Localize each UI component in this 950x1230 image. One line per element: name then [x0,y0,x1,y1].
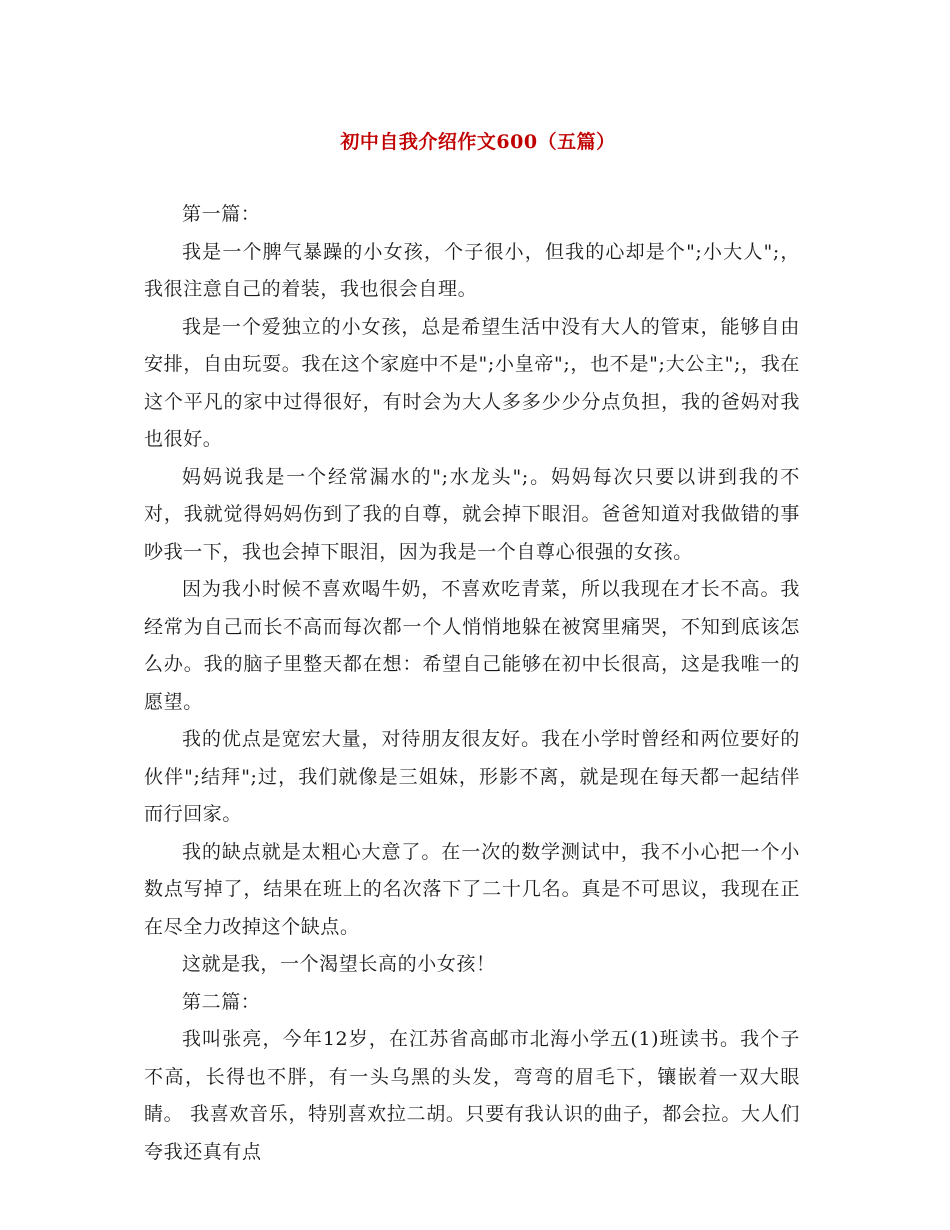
section-heading: 第二篇： [182,990,261,1013]
paragraph: 因为我小时候不喜欢喝牛奶，不喜欢吃青菜，所以我现在才长不高。我经常为自己而长不高而每次都一个人悄悄地躲在被窝里痛哭，不知到底该怎么办。我的脑子里整天都在想：希望自己能够在初中长很高，这是我唯一的愿望。 [144,578,800,713]
paragraph: 我的优点是宽宏大量，对待朋友很友好。我在小学时曾经和两位要好的伙伴";结拜";过，我们就像是三姐妹，形影不离，就是现在每天都一起结伴而行回家。 [144,728,800,825]
paragraph: 我是一个爱独立的小女孩，总是希望生活中没有大人的管束，能够自由安排，自由玩耍。我在这个家庭中不是";小皇帝";，也不是";大公主";，我在这个平凡的家中过得很好，有时会为大人多多少少分点负担，我的爸妈对我也很好。 [144,315,800,450]
paragraph: 我的缺点就是太粗心大意了。在一次的数学测试中，我不小心把一个小数点写掉了，结果在班上的名次落下了二十几名。真是不可思议，我现在正在尽全力改掉这个缺点。 [144,840,800,938]
paragraph: 妈妈说我是一个经常漏水的";水龙头";。妈妈每次只要以讲到我的不对，我就觉得妈妈伤到了我的自尊，就会掉下眼泪。爸爸知道对我做错的事吵我一下，我也会掉下眼泪，因为我是一个自尊心很强的女孩。 [144,465,800,563]
paragraph: 我是一个脾气暴躁的小女孩，个子很小，但我的心却是个";小大人";，我很注意自己的着装，我也很会自理。 [144,240,800,300]
paragraph: 这就是我，一个渴望长高的小女孩！ [182,953,496,975]
section-heading: 第一篇： [182,203,261,225]
paragraph: 我叫张亮，今年12岁，在江苏省高邮市北海小学五(1)班读书。我个子不高，长得也不胖，有一头乌黑的头发，弯弯的眉毛下，镶嵌着一双大眼睛。 我喜欢音乐，特别喜欢拉二胡。只要有我认识的曲子，都会拉。大人们夸我还真有点 [144,1028,800,1163]
document-body [144,196,800,1171]
document-page [144,128,800,1171]
document-title: 初中自我介绍作文600（五篇） [340,131,616,153]
